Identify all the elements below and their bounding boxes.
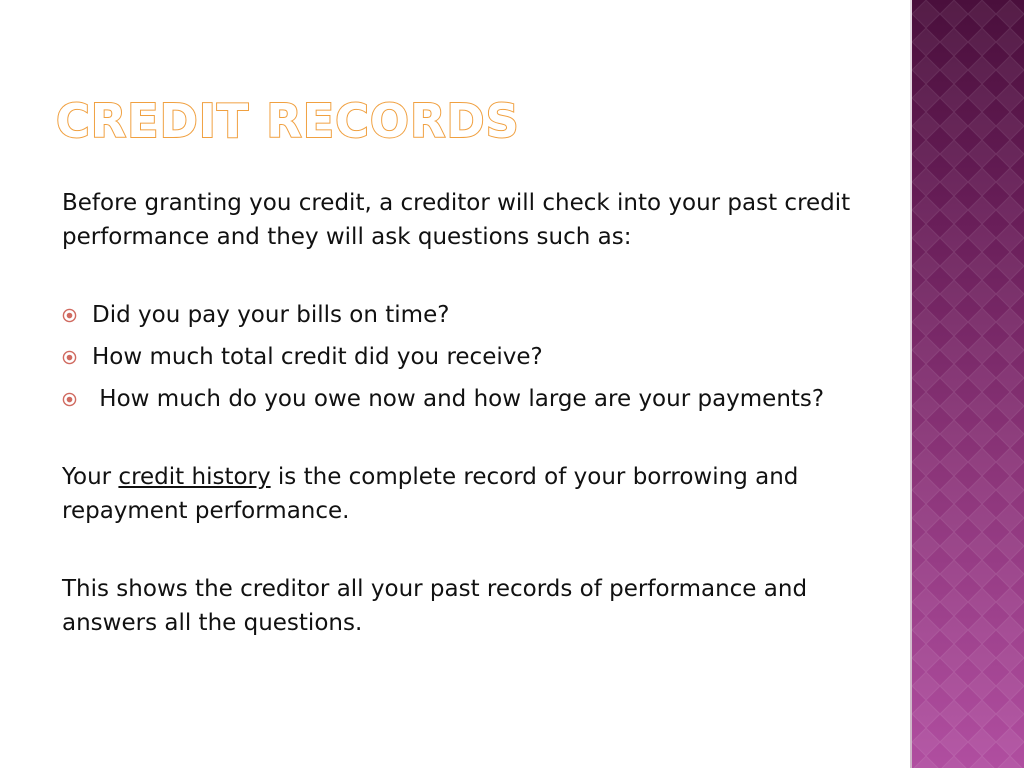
decorative-side-band	[912, 0, 1024, 768]
radio-bullet-icon	[62, 308, 77, 323]
radio-bullet-icon	[62, 350, 77, 365]
slide-title: CREDIT RECORDS	[56, 94, 520, 148]
history-prefix: Your	[62, 464, 119, 490]
credit-history-paragraph	[62, 460, 862, 528]
question-list	[62, 298, 862, 416]
list-item-text: How much do you owe now and how large are your payments?	[92, 386, 825, 412]
diamond-pattern	[912, 0, 1024, 768]
closing-paragraph: This shows the creditor all your past records of performance and answers all the questions.	[62, 576, 808, 636]
list-item	[62, 340, 862, 374]
radio-bullet-icon	[62, 392, 77, 407]
slide-body	[62, 186, 862, 640]
list-item-text: How much total credit did you receive?	[92, 344, 543, 370]
list-item	[62, 298, 862, 332]
history-suffix: is the complete record of your borrowing and repayment performance.	[62, 464, 799, 524]
list-item-text: Did you pay your bills on time?	[92, 302, 450, 328]
list-item	[62, 382, 862, 416]
credit-history-link[interactable]: credit history	[118, 464, 271, 490]
intro-paragraph: Before granting you credit, a creditor will check into your past credit performance and they will ask questions such as:	[62, 190, 851, 250]
